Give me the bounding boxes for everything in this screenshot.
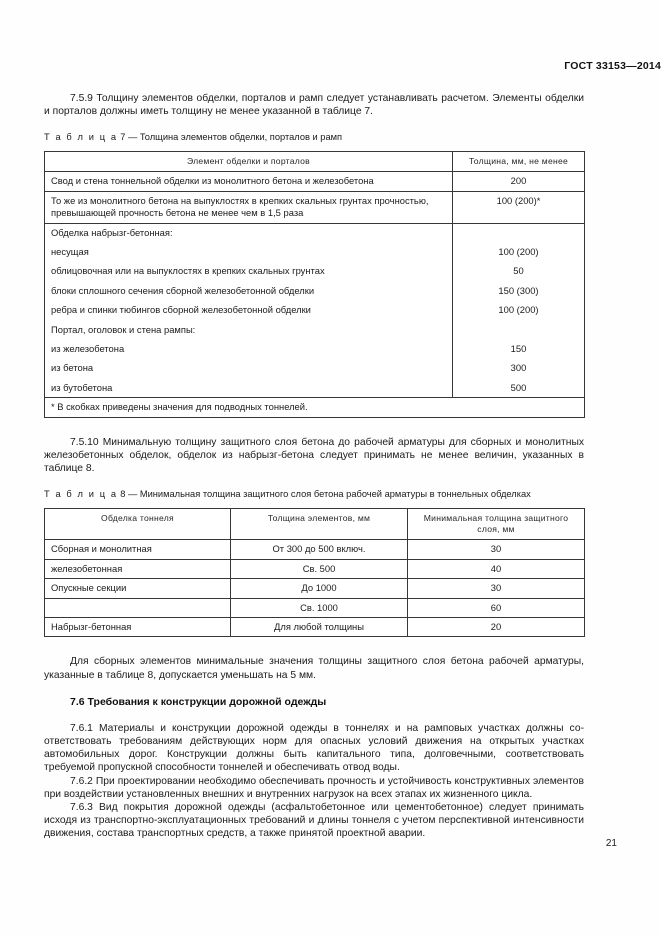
table7-cell-element: Свод и стена тоннельной обделки из монолитного бетона и железобетона bbox=[45, 172, 453, 191]
table8-cell-thickness: Для любой толщины bbox=[231, 617, 408, 636]
table8-caption-number: 8 bbox=[120, 489, 126, 500]
table7-cell-thickness: 100 (200)* bbox=[453, 191, 585, 223]
table-row bbox=[45, 598, 585, 617]
list-item-value bbox=[459, 227, 578, 239]
table8-cell-lining: железобетонная bbox=[45, 559, 231, 578]
list-item-value: 100 (200) bbox=[498, 304, 539, 316]
table-row bbox=[45, 559, 585, 578]
table7-caption bbox=[44, 132, 584, 142]
table7-caption-text: — Толщина элементов обделки, порталов и рамп bbox=[127, 132, 343, 143]
table8-caption-label: Т а б л и ц а bbox=[44, 489, 118, 500]
table7-footnote-row bbox=[45, 398, 585, 417]
list-item: несущая bbox=[51, 246, 89, 258]
list-item: из бутобетона bbox=[51, 381, 113, 393]
standard-number: ГОСТ 33153—2014 bbox=[564, 60, 661, 72]
table8-cell-cover: 20 bbox=[408, 617, 585, 636]
table8-caption-text: — Минимальная толщина защитного слоя бетона рабочей арматуры в тоннельных обделках bbox=[127, 489, 531, 500]
list-item: ребра и спинки тюбингов сборной железобетонной обделки bbox=[51, 304, 311, 316]
paragraph-7-5-9: 7.5.9 Толщину элементов обделки, порталов и рамп следует устанавливать расчетом. Элементы обделки и порталов должны иметь толщину не менее указанной в таблице 7. bbox=[44, 93, 584, 118]
table-8 bbox=[44, 508, 585, 637]
list-item-value: 100 (200) bbox=[498, 246, 539, 258]
table8-caption bbox=[44, 489, 584, 499]
table7-cell-thickness: 200 bbox=[453, 172, 585, 191]
table-row bbox=[45, 191, 585, 223]
list-item-value: 500 bbox=[510, 381, 527, 393]
table8-cell-lining bbox=[45, 598, 231, 617]
table8-cell-cover: 30 bbox=[408, 540, 585, 559]
list-item-value: 300 bbox=[510, 362, 527, 374]
paragraph-7-6-2: 7.6.2 При проектировании необходимо обеспечивать прочность и устойчивость конструктивных элементов при воздействии установленных внешних и внутренних нагрузок на всех этапах их жизненного цикла. bbox=[44, 775, 584, 800]
list-item: блоки сплошного сечения сборной железобетонной обделки bbox=[51, 284, 315, 296]
list-item: Портал, оголовок и стена рампы: bbox=[51, 323, 196, 335]
table7-footnote: * В скобках приведены значения для подводных тоннелей. bbox=[45, 398, 585, 417]
list-item-value bbox=[459, 324, 578, 336]
page-content bbox=[44, 92, 584, 841]
table8-cell-lining: Сборная и монолитная bbox=[45, 540, 231, 559]
list-item: из бетона bbox=[51, 362, 94, 374]
list-item: облицовочная или на выпуклостях в крепких скальных грунтах bbox=[51, 265, 325, 277]
table8-cell-thickness: До 1000 bbox=[231, 579, 408, 598]
table7-header-element: Элемент обделки и порталов bbox=[45, 152, 453, 172]
list-item-value: 150 (300) bbox=[498, 284, 539, 296]
table-row bbox=[45, 617, 585, 636]
table8-cell-lining: Набрызг-бетонная bbox=[45, 617, 231, 636]
table-row-group bbox=[45, 223, 585, 398]
table7-group-element-list bbox=[51, 227, 446, 395]
table7-caption-number: 7 bbox=[120, 132, 126, 143]
section-heading-7-6: 7.6 Требования к конструкции дорожной одежды bbox=[70, 695, 327, 708]
table7-header-thickness: Толщина, мм, не менее bbox=[453, 152, 585, 172]
page-number: 21 bbox=[605, 838, 617, 849]
table7-group-value-list bbox=[459, 227, 578, 395]
table7-cell-element: То же из монолитного бетона на выпуклостях в крепких скальных грунтах прочностью, превышающей прочность бетона не менее чем в 1,5 раза bbox=[45, 191, 453, 223]
table8-header-lining: Обделка тоннеля bbox=[45, 509, 231, 540]
table8-cell-cover: 60 bbox=[408, 598, 585, 617]
table7-header-row bbox=[45, 152, 585, 172]
table8-header-cover: Минимальная толщина защитного слоя, мм bbox=[408, 509, 585, 540]
table-row bbox=[45, 172, 585, 191]
table-row bbox=[45, 579, 585, 598]
list-item: Обделка набрызг-бетонная: bbox=[51, 226, 173, 238]
list-item-value: 50 bbox=[513, 265, 524, 277]
table8-header-thickness: Толщина элементов, мм bbox=[231, 509, 408, 540]
table7-group-elements bbox=[45, 223, 453, 398]
paragraph-7-6-3: 7.6.3 Вид покрытия дорожной одежды (асфальтобетонное или цементобетонное) следует принимать исходя из транспортно-эксплуатационных требований и длины тоннеля с учетом перспективной интенсивности движения, состава транспортных средств, а также принятой проектной аварии. bbox=[44, 801, 584, 840]
table8-header-row bbox=[45, 509, 585, 540]
table8-cell-thickness: Св. 1000 bbox=[231, 598, 408, 617]
table8-cell-lining: Опускные секции bbox=[45, 579, 231, 598]
table7-caption-label: Т а б л и ц а bbox=[44, 132, 118, 143]
list-item: из железобетона bbox=[51, 343, 125, 355]
table8-cell-cover: 30 bbox=[408, 579, 585, 598]
page-header bbox=[0, 60, 661, 72]
table7-group-values bbox=[453, 223, 585, 398]
paragraph-7-5-10: 7.5.10 Минимальную толщину защитного слоя бетона до рабочей арматуры для сборных и монолитных железобетонных обделок, обделок из набрызг-бетона следует принимать не менее величин, указанных в таблице 8. bbox=[44, 436, 584, 475]
table8-cell-cover: 40 bbox=[408, 559, 585, 578]
paragraph-7-6-1: 7.6.1 Материалы и конструкции дорожной одежды в тоннелях и на рамповых участках должны соответствовать требованиям действующих норм для опасных условий движения на открытых участках автомобильных дорог. Конструкции должны быть капитального типа, долговечными, соответствовать требуемой пропускной способности тоннелей и обеспечивать отвод воды. bbox=[44, 722, 584, 774]
table8-cell-thickness: Св. 500 bbox=[231, 559, 408, 578]
paragraph-after-table8: Для сборных элементов минимальные значения толщины защитного слоя бетона рабочей арматуры, указанные в таблице 8, допускается уменьшать на 5 мм. bbox=[44, 656, 584, 681]
table8-cell-thickness: От 300 до 500 включ. bbox=[231, 540, 408, 559]
table-7 bbox=[44, 151, 585, 417]
list-item-value: 150 bbox=[510, 343, 527, 355]
table-row bbox=[45, 540, 585, 559]
